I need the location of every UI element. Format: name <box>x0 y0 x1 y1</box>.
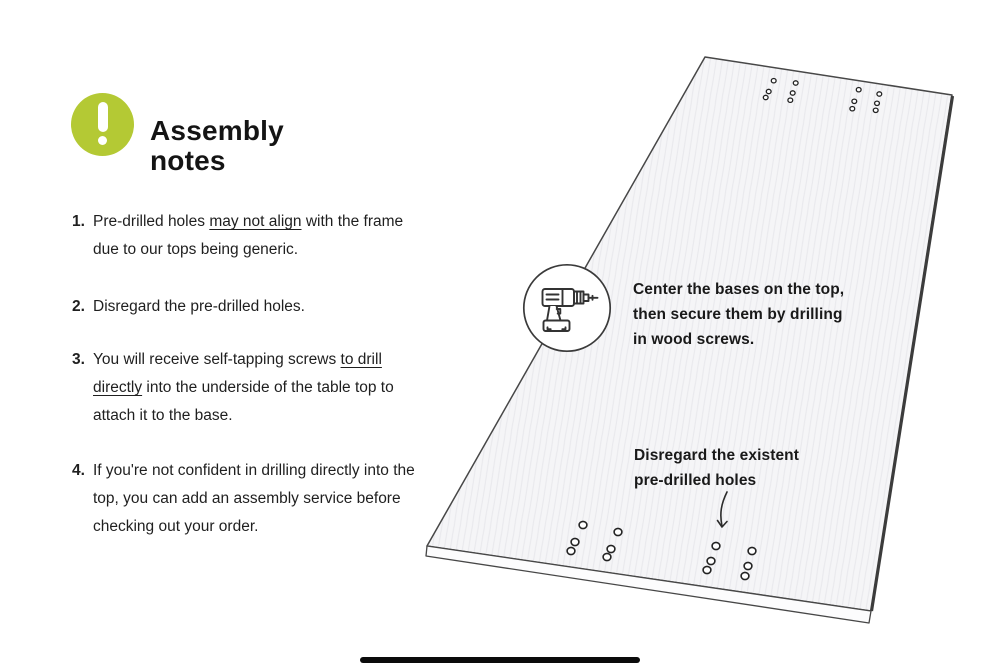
underlined-phrase: to drill directly <box>93 351 382 396</box>
drill-icon <box>522 263 612 353</box>
underlined-phrase: may not align <box>209 213 302 230</box>
drill-callout-text: Center the bases on the top, then secure them by drilling in wood screws. <box>633 281 845 348</box>
note-item-2 <box>72 293 415 321</box>
title-line-1: Assembly <box>150 114 284 146</box>
holes-callout-text: Disregard the existent pre-drilled holes <box>634 447 800 489</box>
title-line-2: notes <box>150 144 226 176</box>
note-number: 2. <box>72 298 85 315</box>
note-number: 3. <box>72 351 85 368</box>
home-indicator-bar <box>360 657 640 663</box>
note-item-1 <box>72 208 415 264</box>
note-item-4 <box>72 457 415 541</box>
page-title <box>150 116 284 176</box>
alert-exclamation-icon <box>71 93 134 156</box>
note-number: 1. <box>72 213 85 230</box>
note-text: If you're not confident in drilling directly into the top, you can add an assembly service before checking out your order. <box>93 462 415 535</box>
note-number: 4. <box>72 462 85 479</box>
note-text: Disregard the pre-drilled holes. <box>93 298 305 315</box>
note-item-3 <box>72 346 415 430</box>
note-text: Pre-drilled holes may not align with the frame due to our tops being generic. <box>93 213 404 258</box>
note-text: You will receive self-tapping screws to drill directly into the underside of the table top to attach it to the base. <box>93 351 394 424</box>
